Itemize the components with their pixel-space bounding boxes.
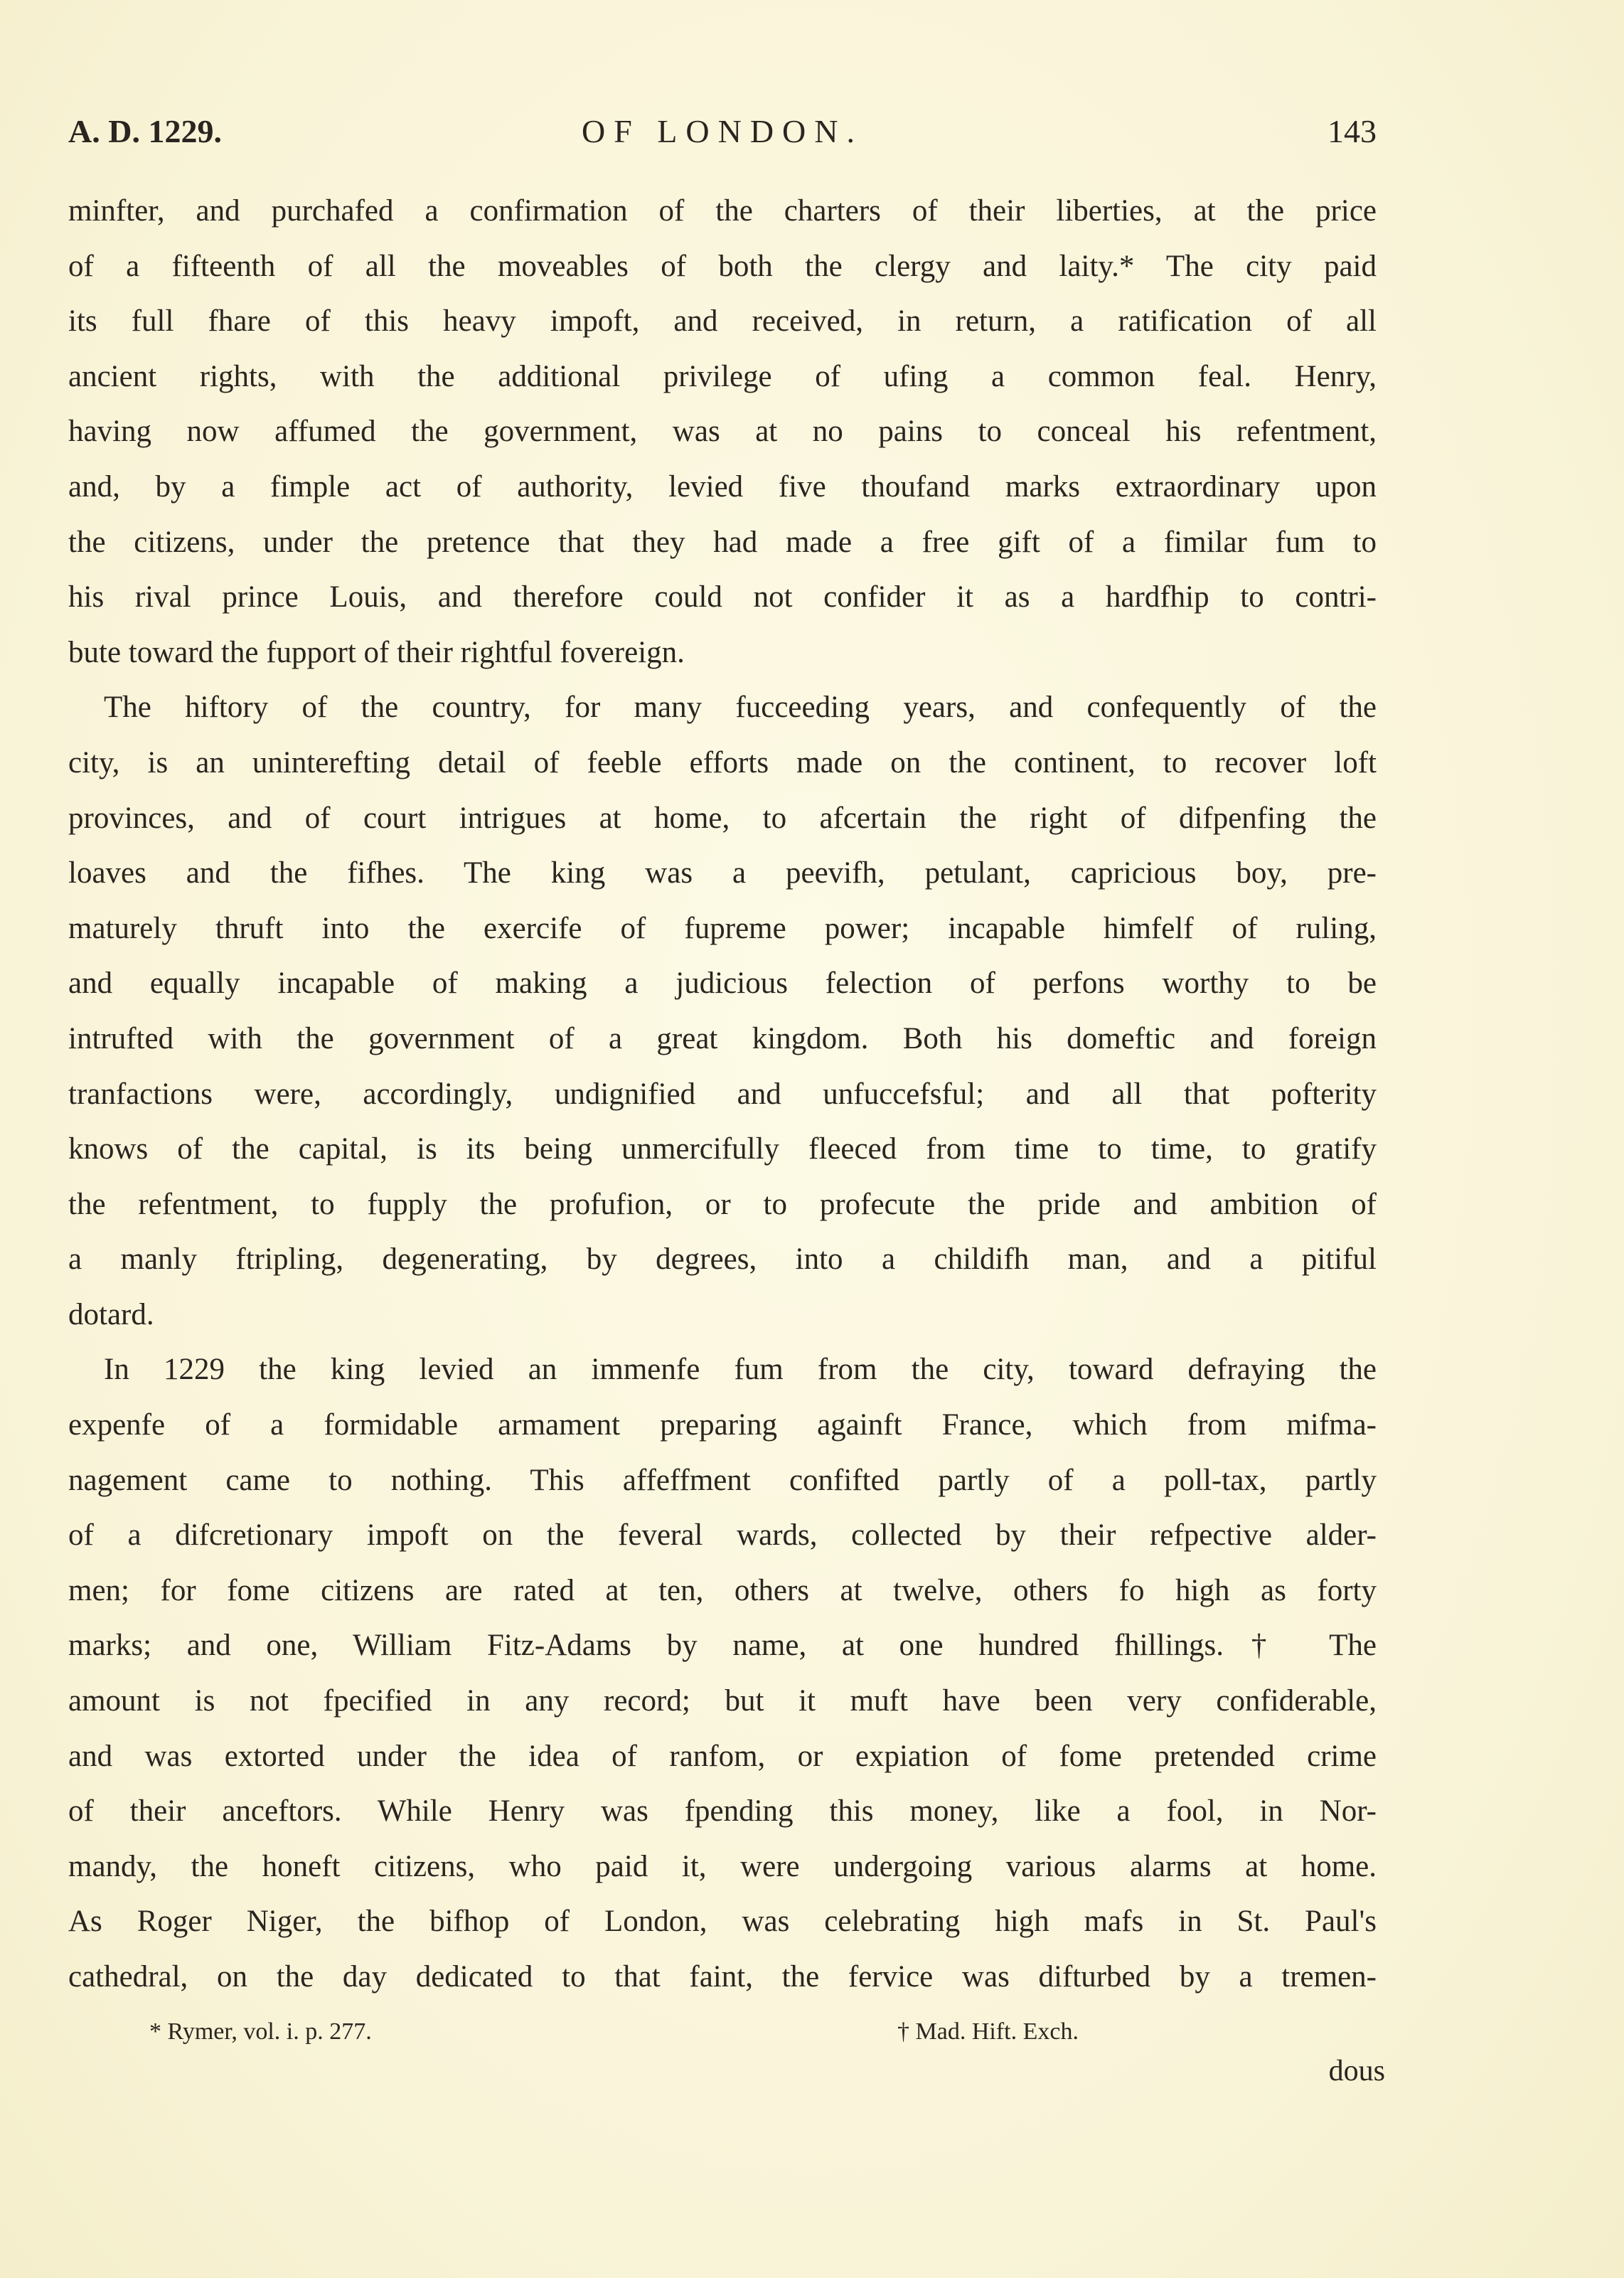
text-line: of their anceftors. While Henry was fpending this money, like a fool, in Nor- [68,1794,1377,1829]
text-line: knows of the capital, is its being unmercifully fleeced from time to time, to gratify [68,1132,1377,1166]
text-line: a manly ftripling, degenerating, by degrees, into a childifh man, and a pitiful [68,1242,1377,1277]
header-title: OF LONDON. [582,113,863,149]
text-line: loaves and the fifhes. The king was a peevifh, petulant, capricious boy, pre- [68,856,1377,890]
text-line: maturely thruft into the exercife of fupreme power; incapable himfelf of ruling, [68,911,1377,945]
text-line: of a difcretionary impoft on the feveral wards, collected by their refpective alder- [68,1518,1377,1553]
text-line: the refentment, to fupply the profufion, or to profecute the pride and ambition of [68,1187,1377,1221]
text-line: and equally incapable of making a judicious felection of perfons worthy to be [68,967,1377,1001]
text-line: dotard. [68,1297,154,1331]
text-line: nagement came to nothing. This affeffment confifted partly of a poll-tax, partly [68,1463,1377,1497]
text-line: having now affumed the government, was at no pains to conceal his refentment, [68,415,1377,449]
text-line: provinces, and of court intrigues at home, to afcertain the right of difpenfing the [68,801,1377,835]
text-line: intrufted with the government of a great kingdom. Both his domeftic and foreign [68,1021,1377,1055]
text-line: amount is not fpecified in any record; but it muft have been very confiderable, [68,1684,1377,1718]
text-line: marks; and one, William Fitz-Adams by name, at one hundred fhillings.† The [68,1629,1377,1663]
text-line: The hiftory of the country, for many fucceeding years, and confequently of the [104,691,1377,725]
text-line: his rival prince Louis, and therefore could not confider it as a hardfhip to contri- [68,580,1377,614]
running-header [68,112,1377,155]
text-line: In 1229 the king levied an immenfe fum from the city, toward defraying the [104,1353,1377,1387]
text-line: bute toward the fupport of their rightful fovereign. [68,635,685,669]
header-date: A. D. 1229. [68,113,222,149]
text-line: its full fhare of this heavy impoft, and received, in return, a ratification of all [68,304,1377,339]
text-line: expenfe of a formidable armament preparing againft France, which from mifma- [68,1408,1377,1442]
text-line: the citizens, under the pretence that they had made a free gift of a fimilar fum to [68,525,1377,559]
text-line: and was extorted under the idea of ranfom, or expiation of fome pretended crime [68,1739,1377,1773]
text-line: tranfactions were, accordingly, undignified and unfuccefsful; and all that pofterity [68,1077,1377,1111]
text-line: of a fifteenth of all the moveables of both the clergy and laity.* The city paid [68,249,1377,283]
catchword: dous [1328,2055,1385,2087]
text-line: ancient rights, with the additional privilege of ufing a common feal. Henry, [68,359,1377,393]
page-number: 143 [1327,113,1377,149]
text-line: city, is an uninterefting detail of feeble efforts made on the continent, to recover loft [68,745,1377,779]
footnote-1: * Rymer, vol. i. p. 277. [149,2018,372,2045]
text-line: men; for fome citizens are rated at ten, others at twelve, others fo high as forty [68,1573,1377,1607]
text-line: and, by a fimple act of authority, levied five thoufand marks extraordinary upon [68,469,1377,504]
text-line: minfter, and purchafed a confirmation of the charters of their liberties, at the price [68,194,1377,228]
text-line: As Roger Niger, the bifhop of London, was celebrating high mafs in St. Paul's [68,1905,1377,1939]
body-text [68,183,1377,2005]
text-line: mandy, the honeft citizens, who paid it, were undergoing various alarms at home. [68,1849,1377,1883]
footnote-2: † Mad. Hift. Exch. [897,2018,1079,2045]
text-line: cathedral, on the day dedicated to that faint, the fervice was difturbed by a tremen- [68,1960,1377,1994]
